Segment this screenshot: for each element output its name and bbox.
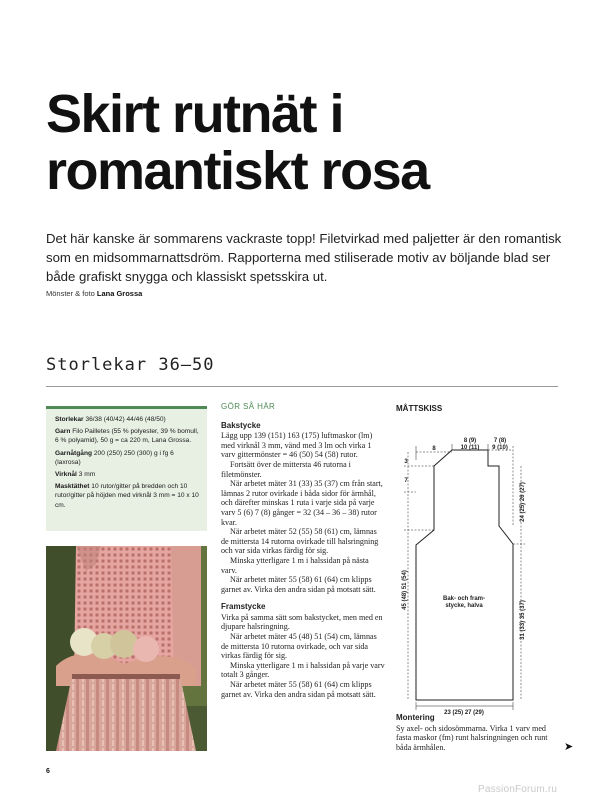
dim-top-left: 8: [432, 446, 436, 452]
dim-left-small-1: 3: [404, 459, 408, 465]
finishing-section: [396, 713, 560, 752]
lead-paragraph: Det här kanske är sommarens vackraste topp! Filetvirkad med paljetter är den romantisk som en midsommarnattsdröm. Rapporterna med stiliserade motiv av böljande blad ser både grafiskt snygga och klassiskt spetsskira ut.: [46, 231, 562, 284]
info-yarn-label: Garn: [55, 428, 71, 436]
measurement-diagram: [396, 430, 546, 716]
watermark: PassionForum.ru: [478, 784, 558, 795]
front-heading: Framstycke: [221, 602, 266, 612]
photo-illustration: [46, 546, 207, 751]
title-line-2: romantiskt rosa: [46, 141, 429, 201]
info-needle: [55, 470, 199, 479]
front-p2: När arbetet mäter 45 (48) 51 (54) cm, lämnas de mittersta 10 rutorna ovirkade, och var sida virkas färdig för sig.: [221, 632, 377, 661]
how-to-label: GÖR SÅ HÄR: [221, 402, 276, 411]
sizes-heading: Storlekar 36–50: [46, 355, 215, 375]
dim-left-long: 45 (48) 51 (54): [402, 570, 408, 610]
finishing-heading: Montering: [396, 713, 435, 722]
dim-top-mid-1: 8 (9): [463, 438, 477, 444]
info-gauge: [55, 482, 199, 510]
front-p4: När arbetet mäter 55 (58) 61 (64) cm klipps garnet av. Virka den andra sidan på motsatt sätt.: [221, 680, 376, 699]
info-sizes-value: 36/38 (40/42) 44/46 (48/50): [85, 416, 166, 423]
credit-prefix: Mönster & foto: [46, 289, 95, 298]
photo-credit: [46, 289, 142, 298]
dim-bottom: 23 (25) 27 (29): [444, 710, 484, 716]
diagram-title: MÅTTSKISS: [396, 404, 443, 413]
inner-label-2: stycke, halva: [445, 603, 483, 609]
back-p4: När arbetet mäter 52 (55) 58 (61) cm, lämnas de mittersta 14 rutorna ovirkade till halsringning och var sida virkas färdig för sig.: [221, 527, 379, 556]
article-title: [46, 86, 566, 200]
dim-right-lower: 31 (33) 35 (37): [520, 600, 526, 640]
next-page-arrow-icon: ➤: [564, 741, 574, 753]
dim-top-mid-2: 10 (11): [460, 445, 480, 451]
dim-right-upper: 24 (25) 26 (27): [520, 482, 526, 522]
section-divider: [46, 386, 558, 387]
dim-top-right-1: 7 (8): [493, 438, 507, 444]
back-p2: Fortsätt över de mittersta 46 rutorna i filetmönster.: [221, 459, 351, 479]
front-p1: Virka på samma sätt som bakstycket, men med en djupare halsringning.: [221, 612, 383, 632]
info-needle-value: 3 mm: [78, 471, 96, 479]
info-yarn-qty: [55, 449, 199, 467]
garment-outline: [416, 450, 513, 700]
info-sizes: [55, 415, 199, 424]
inner-label-1: Bak- och fram-: [442, 596, 486, 602]
finishing-text: Sy axel- och sidosömmarna. Virka 1 varv med fasta maskor (fm) runt halsringningen och runt båda ärmhålen.: [396, 723, 548, 752]
top-photo: [46, 546, 207, 751]
front-p3: Minska ytterligare 1 m i halssidan på varje varv totalt 3 gånger.: [221, 660, 385, 680]
info-yarn-qty-value: 200 (250) 250 (300) g i fg 6 (laxrosa): [55, 449, 174, 466]
title-line-1: Skirt rutnät i: [46, 84, 344, 144]
info-sizes-label: Storlekar: [55, 416, 84, 423]
info-gauge-label: Masktäthet: [55, 483, 90, 491]
credit-name: Lana Grossa: [96, 289, 143, 298]
dim-top-right-2: 9 (10): [492, 445, 508, 451]
back-p1: Lägg upp 139 (151) 163 (175) luftmaskor (lm) med virknål 3 mm, vänd med 3 lm och virka 1 varv gittermönster = 46 (50) 54 (58) rutor.: [221, 431, 373, 460]
back-p5: Minska ytterligare 1 m i halssidan på nästa varv.: [221, 555, 369, 575]
page-number: 6: [46, 768, 50, 775]
info-yarn-qty-label: Garnåtgång: [55, 449, 93, 457]
info-gauge-value: 10 rutor/gitter på bredden och 10 rutor/gitter på höjden med virknål 3 mm = 10 x 10 cm.: [55, 483, 199, 509]
materials-infobox: [46, 406, 207, 531]
instructions-column: [221, 402, 385, 699]
dim-left-small-2: 7: [404, 478, 408, 484]
info-yarn: [55, 427, 199, 445]
back-heading: Bakstycke: [221, 420, 261, 430]
info-yarn-value: Filo Pailletes (55 % polyester, 39 % bomull, 6 % polyamid), 50 g = ca 220 m, Lana Grossa.: [55, 428, 199, 445]
back-p3: När arbetet mäter 31 (33) 35 (37) cm från start, lämnas 2 rutor ovirkade i båda sidor för ärmhål, och därefter minskas 1 ruta i varje sida på varje varv 5 (6) 7 (8) gånger = 32 (34 – 36 – 38) rutor kvar.: [221, 479, 383, 527]
info-needle-label: Virknål: [55, 471, 77, 479]
back-p6: När arbetet mäter 55 (58) 61 (64) cm klipps garnet av. Virka den andra sidan på motsatt sätt.: [221, 575, 376, 594]
